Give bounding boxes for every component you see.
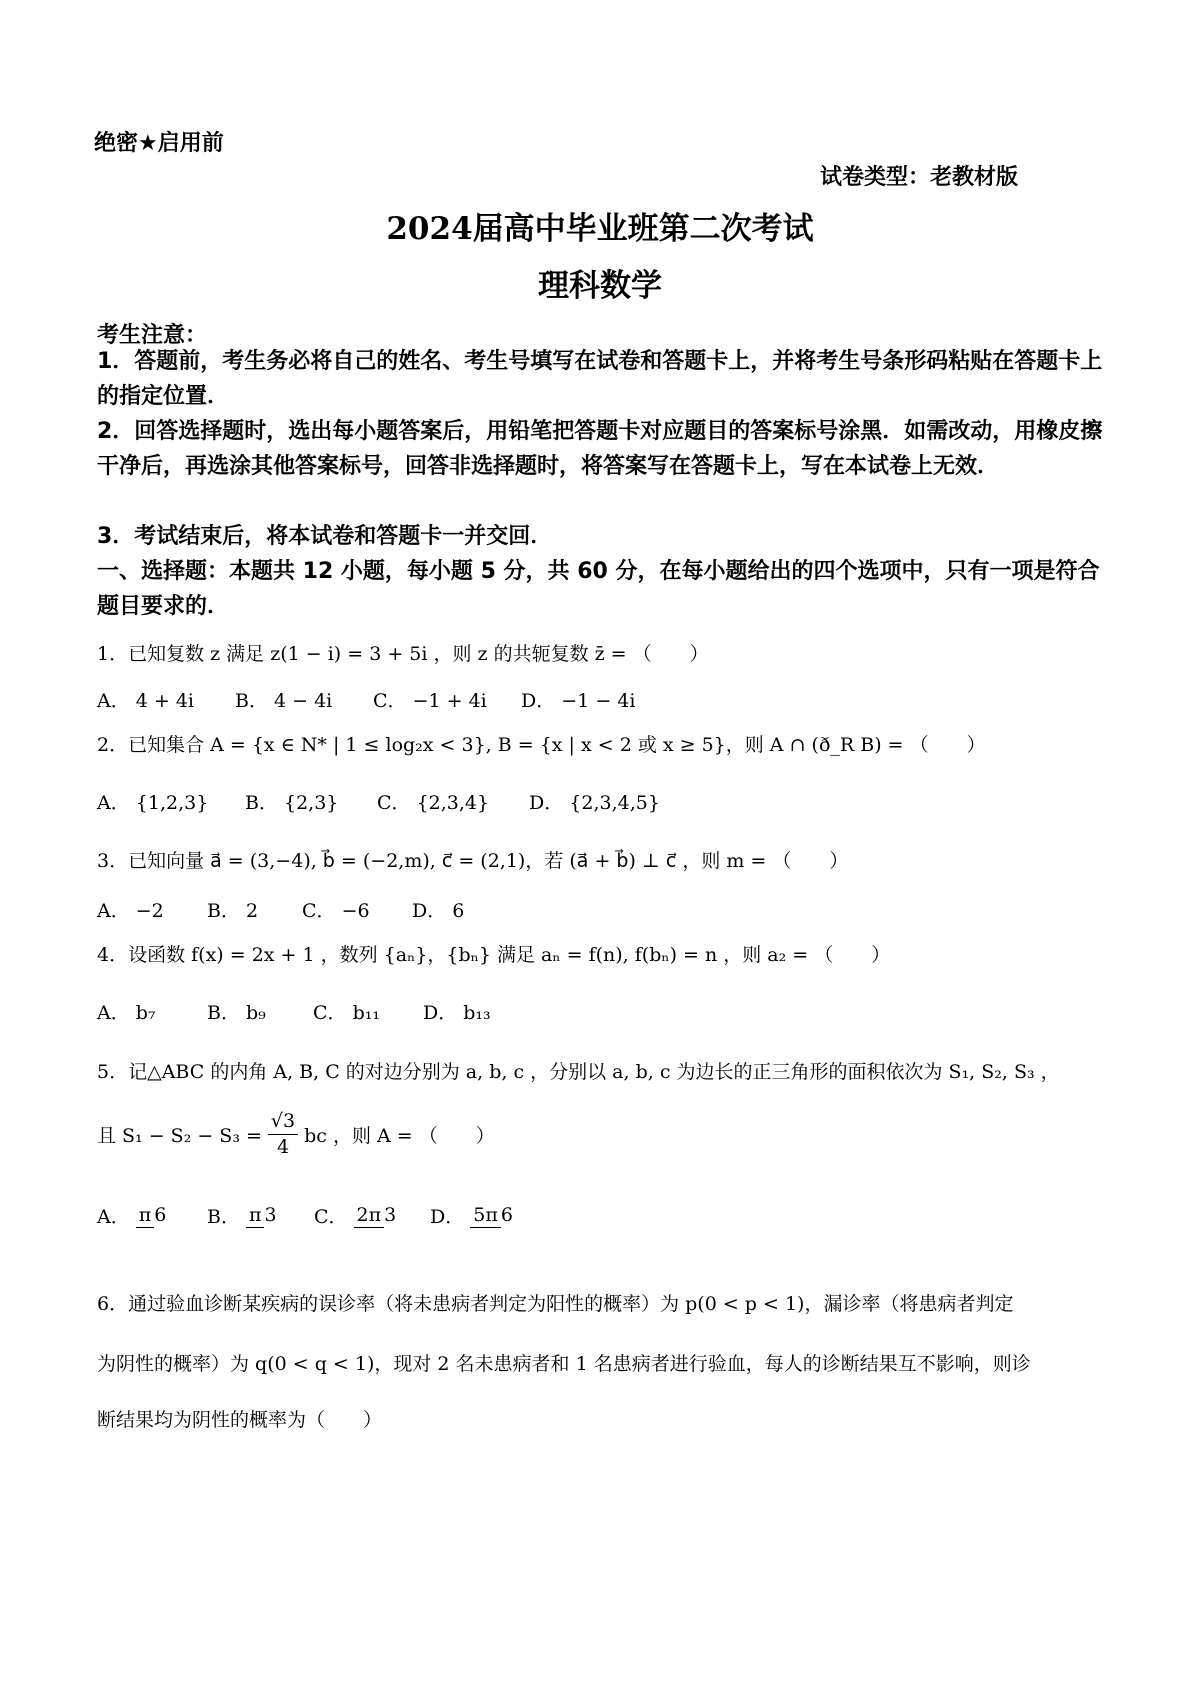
fraction-numerator: √3 — [268, 1112, 298, 1135]
question-3-stem: 3．已知向量 a⃗ = (3,−4), b⃗ = (−2,m), c⃗ = (2,1)，若 (a⃗ + b⃗) ⊥ c⃗ ，则 m = （ ） — [97, 850, 849, 872]
exam-subject: 理科数学 — [538, 268, 662, 304]
option-a: A． b₇ — [97, 1002, 156, 1024]
option-c: C． b₁₁ — [313, 1002, 380, 1024]
fraction-numerator: π — [136, 1206, 155, 1229]
fraction-numerator: 5π — [470, 1206, 501, 1229]
option-a: A． {1,2,3} — [97, 792, 209, 814]
option-d: D． −1 − 4i — [521, 690, 636, 712]
option-label: A． — [97, 1206, 130, 1228]
option-b — [207, 1202, 314, 1229]
notice-item-3: 3．考试结束后，将本试卷和答题卡一并交回． — [97, 524, 553, 549]
option-b: B． {2,3} — [245, 792, 339, 814]
notice-item-1: 1．答题前，考生务必将自己的姓名、考生号填写在试卷和答题卡上，并将考生号条形码粘贴在答题卡上的指定位置． — [97, 349, 1103, 409]
question-4-stem: 4．设函数 f(x) = 2x + 1 ，数列 {aₙ}，{bₙ} 满足 aₙ = f(n), f(bₙ) = n ，则 a₂ = （ ） — [97, 944, 891, 966]
option-a: A． 4 + 4i — [97, 690, 195, 712]
option-label: D． — [430, 1206, 465, 1228]
question-3-options — [97, 896, 507, 923]
option-d: D． 6 — [412, 900, 465, 922]
option-b: B． 4 − 4i — [235, 690, 333, 712]
section-heading: 一、选择题：本题共 12 小题，每小题 5 分，共 60 分，在每小题给出的四个选项中，只有一项是符合题目要求的． — [97, 559, 1100, 619]
question-5-options — [97, 1202, 546, 1229]
option-b: B． b₉ — [207, 1002, 266, 1024]
question-4-options — [97, 998, 533, 1025]
question-5-fraction — [268, 1112, 298, 1158]
question-1-options — [97, 686, 669, 713]
option-d: D． b₁₃ — [423, 1002, 491, 1024]
option-c — [314, 1202, 430, 1229]
paper-type: 试卷类型：老教材版 — [819, 165, 1018, 190]
fraction-numerator: 2π — [354, 1206, 385, 1229]
fraction-numerator: π — [246, 1206, 265, 1229]
option-d: D． {2,3,4,5} — [529, 792, 660, 814]
question-5-prefix: 且 S₁ − S₂ − S₃ = — [97, 1125, 262, 1148]
notice-heading: 考生注意： — [97, 323, 208, 348]
option-fraction — [470, 1203, 513, 1229]
exam-title: 2024届高中毕业班第二次考试 — [386, 211, 814, 247]
question-5-stem-line2 — [97, 1112, 495, 1158]
question-5-suffix: bc ，则 A = （ ） — [304, 1125, 495, 1148]
option-fraction — [246, 1203, 277, 1229]
option-fraction — [354, 1203, 397, 1229]
fraction-denominator: 3 — [264, 1203, 277, 1226]
fraction-denominator: 6 — [154, 1203, 167, 1226]
option-label: C． — [314, 1206, 348, 1228]
option-c: C． {2,3,4} — [377, 792, 490, 814]
fraction-denominator: 6 — [500, 1203, 513, 1226]
fraction-denominator: 4 — [276, 1135, 290, 1158]
question-2-options — [97, 788, 699, 815]
fraction-denominator: 3 — [384, 1203, 397, 1226]
question-6-line2: 为阴性的概率）为 q(0 < q < 1)，现对 2 名未患病者和 1 名患病者进行验血，每人的诊断结果互不影响，则诊 — [97, 1353, 1031, 1375]
option-label: B． — [207, 1206, 240, 1228]
question-6-line1: 6．通过验血诊断某疾病的误诊率（将未患病者判定为阳性的概率）为 p(0 < p < 1)，漏诊率（将患病者判定 — [97, 1293, 1014, 1315]
option-a: A． −2 — [97, 900, 164, 922]
option-c: C． −1 + 4i — [373, 690, 487, 712]
question-1-stem: 1．已知复数 z 满足 z(1 − i) = 3 + 5i ，则 z 的共轭复数 z̄ = （ ） — [97, 643, 709, 665]
secret-label: 绝密★启用前 — [94, 131, 224, 156]
option-a — [97, 1202, 207, 1229]
option-fraction — [136, 1203, 167, 1229]
notice-item-2: 2．回答选择题时，选出每小题答案后，用铅笔把答题卡对应题目的答案标号涂黑．如需改动，用橡皮擦干净后，再选涂其他答案标号，回答非选择题时，将答案写在答题卡上，写在本试卷上无效． — [97, 419, 1103, 479]
option-d — [430, 1202, 546, 1229]
option-c: C． −6 — [302, 900, 370, 922]
question-6-line3: 断结果均为阴性的概率为（ ） — [97, 1409, 383, 1431]
option-b: B． 2 — [207, 900, 259, 922]
question-2-stem: 2．已知集合 A = {x ∈ N* | 1 ≤ log₂x < 3}, B = {x | x < 2 或 x ≥ 5}，则 A ∩ (ð_R B) = （ ） — [97, 734, 986, 756]
question-5-stem-line1: 5．记△ABC 的内角 A, B, C 的对边分别为 a, b, c ，分别以 a, b, c 为边长的正三角形的面积依次为 S₁, S₂, S₃ ， — [97, 1061, 1060, 1083]
